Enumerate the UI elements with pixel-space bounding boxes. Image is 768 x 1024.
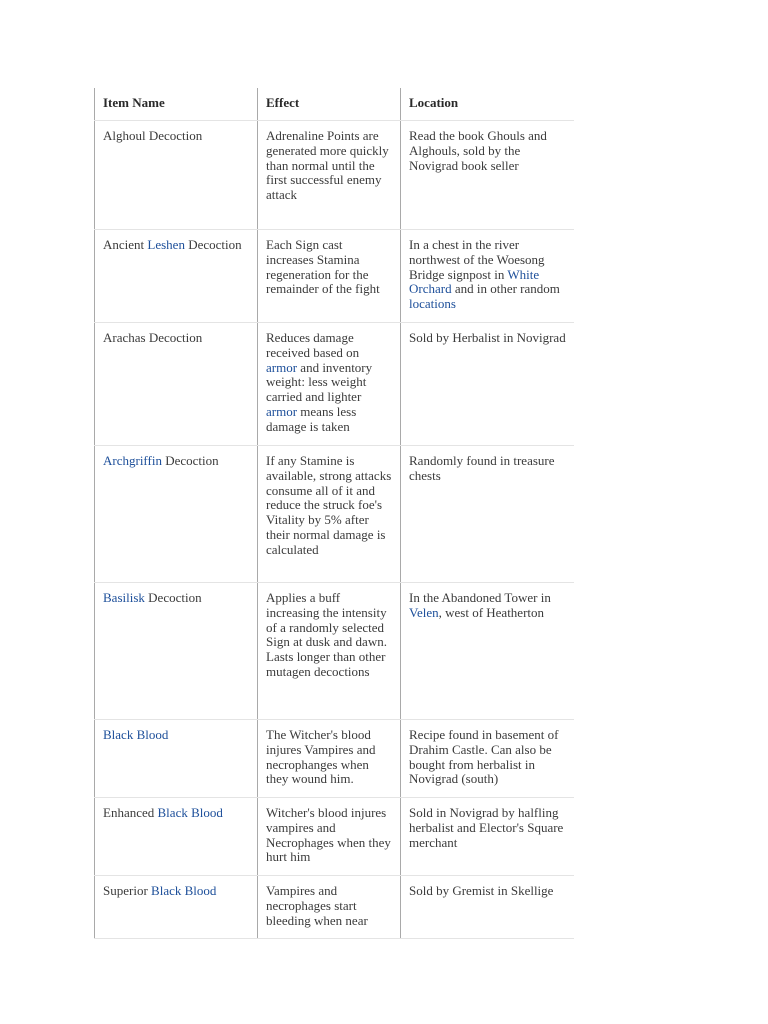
- table-header-row: [94, 88, 574, 121]
- header-location: Location: [400, 88, 574, 120]
- location-cell: Read the book Ghouls and Alghouls, sold by the Novigrad book seller: [400, 121, 574, 229]
- table-row: [94, 720, 574, 798]
- location-cell: Sold by Herbalist in Novigrad: [400, 323, 574, 445]
- location-link[interactable]: Velen: [409, 604, 439, 620]
- table-row: [94, 876, 574, 939]
- table-row: [94, 121, 574, 230]
- item-name-link[interactable]: Leshen: [147, 237, 185, 252]
- header-effect: Effect: [257, 88, 400, 120]
- item-name-cell: Archgriffin Decoction: [94, 446, 257, 582]
- item-name-cell: Superior Black Blood: [94, 876, 257, 938]
- location-cell: Recipe found in basement of Drahim Castle. Can also be bought from herbalist in Novigrad (south): [400, 720, 574, 797]
- table-row: [94, 323, 574, 446]
- item-name-link[interactable]: Basilisk: [103, 590, 145, 605]
- item-name-cell: Alghoul Decoction: [94, 121, 257, 229]
- item-name-cell: Basilisk Decoction: [94, 583, 257, 719]
- effect-link[interactable]: armor: [266, 359, 298, 375]
- effect-cell: Vampires and necrophages start bleeding when near: [257, 876, 400, 938]
- table-row: [94, 230, 574, 323]
- item-name-cell: Enhanced Black Blood: [94, 798, 257, 875]
- location-cell: In a chest in the river northwest of the Woesong Bridge signpost in White Orchard and in other random locations: [400, 230, 574, 322]
- item-name-link[interactable]: Black Blood: [151, 883, 217, 898]
- decoctions-table: [94, 88, 574, 939]
- item-name-link[interactable]: Archgriffin: [103, 453, 162, 468]
- effect-cell: Witcher's blood injures vampires and Necrophages when they hurt him: [257, 798, 400, 875]
- header-item-name: Item Name: [94, 88, 257, 120]
- location-link[interactable]: locations: [409, 296, 456, 312]
- location-cell: In the Abandoned Tower in Velen, west of Heatherton: [400, 583, 574, 719]
- effect-cell: Applies a buff increasing the intensity of a randomly selected Sign at dusk and dawn. Lasts longer than other mutagen decoctions: [257, 583, 400, 719]
- item-name-link[interactable]: Black Blood: [103, 727, 169, 742]
- effect-cell: If any Stamine is available, strong attacks consume all of it and reduce the struck foe's Vitality by 5% after their normal damage is calculated: [257, 446, 400, 582]
- table-row: [94, 446, 574, 583]
- effect-cell: The Witcher's blood injures Vampires and necrophanges when they wound him.: [257, 720, 400, 797]
- item-name-cell: Arachas Decoction: [94, 323, 257, 445]
- effect-cell: Adrenaline Points are generated more quickly than normal until the first successful enemy attack: [257, 121, 400, 229]
- item-name-cell: Ancient Leshen Decoction: [94, 230, 257, 322]
- location-link[interactable]: White Orchard: [409, 266, 540, 297]
- location-cell: Randomly found in treasure chests: [400, 446, 574, 582]
- effect-cell: Each Sign cast increases Stamina regeneration for the remainder of the fight: [257, 230, 400, 322]
- table-row: [94, 583, 574, 720]
- item-name-cell: [94, 720, 257, 797]
- location-cell: Sold in Novigrad by halfling herbalist and Elector's Square merchant: [400, 798, 574, 875]
- effect-link[interactable]: armor: [266, 403, 298, 419]
- location-cell: Sold by Gremist in Skellige: [400, 876, 574, 938]
- item-name-link[interactable]: Black Blood: [157, 805, 223, 820]
- table-row: [94, 798, 574, 876]
- effect-cell: Reduces damage received based on armor and inventory weight: less weight carried and lighter armor means less damage is taken: [257, 323, 400, 445]
